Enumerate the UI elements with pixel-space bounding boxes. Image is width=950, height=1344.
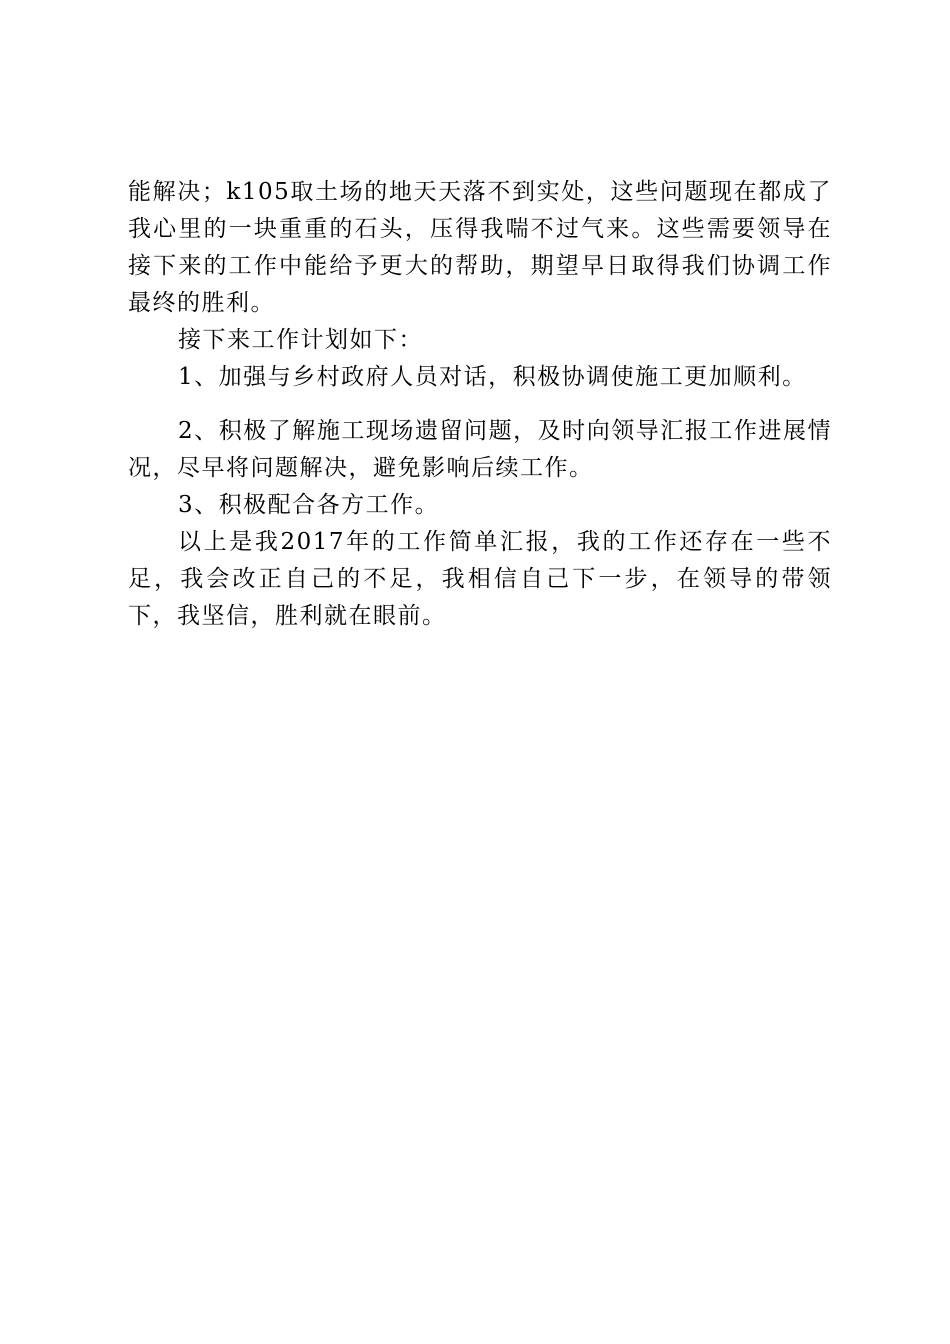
paragraph-plan-item-2: 2、积极了解施工现场遗留问题，及时向领导汇报工作进展情况，尽早将问题解决，避免影响后续工作。 xyxy=(128,418,832,481)
paragraph-continuation: 能解决；k105取土场的地天天落不到实处，这些问题现在都成了我心里的一块重重的石头，压得我喘不过气来。这些需要领导在接下来的工作中能给予更大的帮助，期望早日取得我们协调工作最终的胜利。 xyxy=(128,179,832,316)
paragraph-plan-item-3: 3、积极配合各方工作。 xyxy=(178,492,440,518)
paragraph-summary: 以上是我2017年的工作简单汇报，我的工作还存在一些不足，我会改正自己的不足，我相信自己下一步，在领导的带领下，我坚信，胜利就在眼前。 xyxy=(128,529,832,629)
paragraph-plan-item-1: 1、加强与乡村政府人员对话，积极协调使施工更加顺利。 xyxy=(178,364,807,390)
paragraph-plan-heading: 接下来工作计划如下： xyxy=(178,327,423,353)
document-body xyxy=(128,174,832,635)
